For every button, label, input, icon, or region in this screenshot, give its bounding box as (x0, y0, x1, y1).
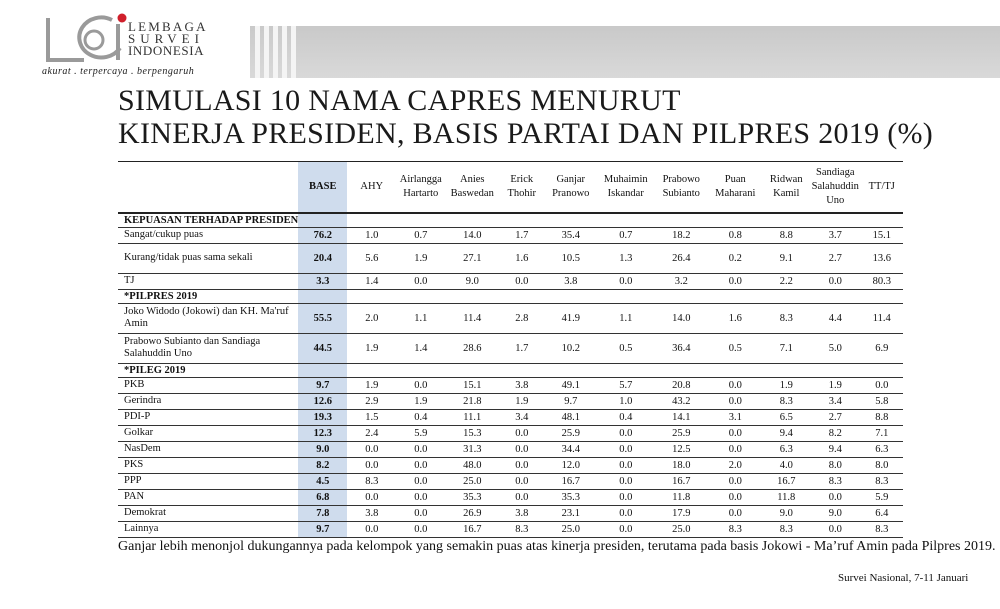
value-cell: 8.3 (779, 395, 793, 407)
value-cell: 34.4 (561, 443, 580, 455)
value-cell: 1.1 (414, 312, 428, 324)
value-cell: 11.8 (777, 491, 796, 503)
value-cell: 9.1 (779, 252, 793, 264)
value-cell: 0.5 (619, 342, 633, 354)
value-cell: 3.4 (828, 395, 842, 407)
table-row (118, 409, 903, 425)
value-cell: 0.0 (414, 443, 428, 455)
value-cell: 1.9 (414, 252, 428, 264)
value-cell: 0.0 (828, 523, 842, 535)
value-cell: 11.4 (872, 312, 891, 324)
header-cell: Sandiaga Salahuddin Uno (810, 162, 860, 214)
value-cell: 0.7 (619, 229, 633, 241)
value-cell: 3.1 (728, 411, 742, 423)
row-label: Prabowo Subianto dan Sandiaga Salahuddin Uno (124, 336, 261, 359)
value-cell: 2.9 (365, 395, 379, 407)
table-row (118, 505, 903, 521)
title-line-2: KINERJA PRESIDEN, BASIS PARTAI DAN PILPRES 2019 (%) (118, 117, 934, 150)
footnote: Ganjar lebih menonjol dukungannya pada kelompok yang semakin puas atas kinerja presiden, terutama pada basis Jokowi - Ma’ruf Amin pada Pilpres 2019. (118, 539, 996, 554)
row-label: PPP (124, 475, 142, 486)
value-cell: 1.0 (365, 229, 379, 241)
value-cell: 16.7 (777, 475, 796, 487)
value-cell: 4.4 (828, 312, 842, 324)
value-cell: 8.8 (779, 229, 793, 241)
value-cell: 35.3 (561, 491, 580, 503)
value-cell: 0.0 (728, 275, 742, 287)
value-cell: 8.0 (828, 459, 842, 471)
value-cell: 1.9 (365, 342, 379, 354)
value-cell: 0.0 (619, 443, 633, 455)
header-cell: TT/TJ (860, 162, 903, 214)
header-cell: Prabowo Subianto (654, 162, 708, 214)
row-label: PKB (124, 379, 145, 390)
value-cell: 13.6 (872, 252, 891, 264)
value-cell: 9.4 (779, 427, 793, 439)
value-cell: 3.7 (828, 229, 842, 241)
base-cell: 3.3 (298, 273, 347, 289)
value-cell: 14.1 (672, 411, 691, 423)
value-cell: 8.3 (728, 523, 742, 535)
value-cell: 2.4 (365, 427, 379, 439)
header-banner (250, 26, 1000, 78)
value-cell: 2.0 (728, 459, 742, 471)
value-cell: 10.5 (561, 252, 580, 264)
value-cell: 0.0 (728, 427, 742, 439)
value-cell: 12.5 (672, 443, 691, 455)
section-header-row (118, 289, 903, 303)
value-cell: 1.9 (779, 379, 793, 391)
row-label: Demokrat (124, 507, 166, 518)
banner-stripes (255, 26, 305, 78)
row-label: Sangat/cukup puas (124, 229, 204, 240)
header-cell: Ridwan Kamil (762, 162, 810, 214)
value-cell: 1.0 (619, 395, 633, 407)
value-cell: 0.0 (619, 523, 633, 535)
value-cell: 16.7 (463, 523, 482, 535)
base-cell: 12.3 (298, 425, 347, 441)
row-label: PKS (124, 459, 144, 470)
value-cell: 41.9 (561, 312, 580, 324)
table-body (118, 213, 903, 537)
value-cell: 6.3 (779, 443, 793, 455)
value-cell: 35.4 (561, 229, 580, 241)
value-cell: 0.0 (515, 427, 529, 439)
source-note: Survei Nasional, 7-11 Januari (838, 572, 969, 584)
value-cell: 23.1 (561, 507, 580, 519)
value-cell: 0.7 (414, 229, 428, 241)
value-cell: 0.0 (515, 491, 529, 503)
table-row (118, 227, 903, 243)
value-cell: 0.0 (728, 395, 742, 407)
row-label: Kurang/tidak puas sama sekali (124, 252, 253, 263)
base-cell: 6.8 (298, 489, 347, 505)
value-cell: 18.0 (672, 459, 691, 471)
value-cell: 3.8 (564, 275, 578, 287)
value-cell: 2.0 (365, 312, 379, 324)
header-cell: Ganjar Pranowo (544, 162, 597, 214)
base-cell: 4.5 (298, 473, 347, 489)
value-cell: 0.0 (619, 491, 633, 503)
value-cell: 5.9 (414, 427, 428, 439)
row-label: Joko Widodo (Jokowi) dan KH. Ma'ruf Amin (124, 306, 289, 329)
value-cell: 20.8 (672, 379, 691, 391)
value-cell: 0.0 (365, 443, 379, 455)
logo-line-1: LEMBAGA (128, 19, 208, 34)
value-cell: 0.0 (515, 275, 529, 287)
table-row (118, 489, 903, 505)
logo-line-3: INDONESIA (128, 43, 205, 58)
header-cell: Erick Thohir (499, 162, 544, 214)
value-cell: 1.4 (414, 342, 428, 354)
value-cell: 3.2 (674, 275, 688, 287)
value-cell: 8.3 (365, 475, 379, 487)
value-cell: 31.3 (463, 443, 482, 455)
value-cell: 6.9 (875, 342, 889, 354)
value-cell: 0.0 (828, 491, 842, 503)
row-label: Gerindra (124, 395, 162, 406)
value-cell: 16.7 (561, 475, 580, 487)
value-cell: 5.6 (365, 252, 379, 264)
value-cell: 2.8 (515, 312, 529, 324)
value-cell: 17.9 (672, 507, 691, 519)
table-row (118, 303, 903, 333)
value-cell: 0.0 (365, 523, 379, 535)
value-cell: 14.0 (463, 229, 482, 241)
value-cell: 8.3 (875, 475, 889, 487)
value-cell: 0.0 (875, 379, 889, 391)
value-cell: 1.9 (414, 395, 428, 407)
value-cell: 10.2 (561, 342, 580, 354)
value-cell: 15.1 (463, 379, 482, 391)
section-title: *PILPRES 2019 (124, 290, 198, 302)
value-cell: 0.0 (728, 443, 742, 455)
value-cell: 0.0 (515, 443, 529, 455)
section-base-cell (298, 213, 347, 227)
value-cell: 0.0 (365, 491, 379, 503)
section-spacer (347, 213, 903, 227)
header-cell: AHY (347, 162, 396, 214)
value-cell: 0.0 (414, 475, 428, 487)
row-label: Golkar (124, 427, 154, 438)
header-cell (118, 162, 298, 214)
base-cell: 44.5 (298, 333, 347, 363)
value-cell: 9.0 (779, 507, 793, 519)
table-row (118, 377, 903, 393)
base-cell: 12.6 (298, 393, 347, 409)
value-cell: 12.0 (561, 459, 580, 471)
value-cell: 25.0 (463, 475, 482, 487)
value-cell: 11.4 (463, 312, 482, 324)
value-cell: 43.2 (672, 395, 691, 407)
base-cell: 55.5 (298, 303, 347, 333)
value-cell: 25.0 (672, 523, 691, 535)
value-cell: 8.8 (875, 411, 889, 423)
value-cell: 5.8 (875, 395, 889, 407)
value-cell: 0.0 (414, 459, 428, 471)
value-cell: 7.1 (875, 427, 889, 439)
table-row (118, 243, 903, 273)
value-cell: 49.1 (561, 379, 580, 391)
value-cell: 8.3 (779, 312, 793, 324)
row-label: PAN (124, 491, 145, 502)
value-cell: 36.4 (672, 342, 691, 354)
table-row (118, 441, 903, 457)
table-header-row (118, 162, 903, 214)
value-cell: 80.3 (872, 275, 891, 287)
value-cell: 26.4 (672, 252, 691, 264)
value-cell: 0.8 (728, 229, 742, 241)
value-cell: 1.3 (619, 252, 633, 264)
value-cell: 1.1 (619, 312, 633, 324)
value-cell: 2.2 (779, 275, 793, 287)
value-cell: 9.4 (828, 443, 842, 455)
header-cell-base: BASE (298, 162, 347, 214)
value-cell: 1.9 (828, 379, 842, 391)
value-cell: 0.0 (414, 523, 428, 535)
value-cell: 3.8 (515, 507, 529, 519)
value-cell: 0.0 (414, 507, 428, 519)
header-cell: Airlangga Hartarto (396, 162, 445, 214)
value-cell: 21.8 (463, 395, 482, 407)
table-row (118, 273, 903, 289)
row-label: Lainnya (124, 523, 159, 534)
value-cell: 0.0 (365, 459, 379, 471)
value-cell: 28.6 (463, 342, 482, 354)
value-cell: 0.4 (619, 411, 633, 423)
value-cell: 2.7 (828, 252, 842, 264)
title-line-1: SIMULASI 10 NAMA CAPRES MENURUT (118, 84, 681, 117)
section-header-row (118, 213, 903, 227)
value-cell: 0.0 (728, 491, 742, 503)
base-cell: 9.0 (298, 441, 347, 457)
base-cell: 20.4 (298, 243, 347, 273)
base-cell: 19.3 (298, 409, 347, 425)
value-cell: 1.5 (365, 411, 379, 423)
value-cell: 48.1 (561, 411, 580, 423)
value-cell: 35.3 (463, 491, 482, 503)
table-row (118, 521, 903, 537)
value-cell: 1.7 (515, 229, 529, 241)
base-cell: 8.2 (298, 457, 347, 473)
value-cell: 1.7 (515, 342, 529, 354)
page-title (118, 84, 933, 150)
value-cell: 8.3 (875, 523, 889, 535)
value-cell: 0.0 (619, 475, 633, 487)
value-cell: 0.0 (619, 275, 633, 287)
base-cell: 76.2 (298, 227, 347, 243)
logo-tagline: akurat . terpercaya . berpengaruh (42, 66, 195, 77)
value-cell: 0.2 (728, 252, 742, 264)
results-table (118, 161, 903, 538)
value-cell: 48.0 (463, 459, 482, 471)
value-cell: 3.8 (365, 507, 379, 519)
section-base-cell (298, 289, 347, 303)
value-cell: 8.3 (828, 475, 842, 487)
value-cell: 25.9 (672, 427, 691, 439)
value-cell: 1.4 (365, 275, 379, 287)
table-row (118, 457, 903, 473)
value-cell: 6.3 (875, 443, 889, 455)
value-cell: 6.4 (875, 507, 889, 519)
header-cell: Puan Maharani (708, 162, 762, 214)
value-cell: 4.0 (779, 459, 793, 471)
value-cell: 0.0 (619, 459, 633, 471)
value-cell: 0.0 (414, 275, 428, 287)
value-cell: 9.0 (828, 507, 842, 519)
value-cell: 0.5 (728, 342, 742, 354)
value-cell: 0.0 (414, 379, 428, 391)
value-cell: 15.1 (872, 229, 891, 241)
value-cell: 0.0 (515, 459, 529, 471)
table-row (118, 333, 903, 363)
value-cell: 18.2 (672, 229, 691, 241)
logo-text (128, 21, 208, 57)
value-cell: 27.1 (463, 252, 482, 264)
value-cell: 1.6 (515, 252, 529, 264)
value-cell: 5.7 (619, 379, 633, 391)
row-label: TJ (124, 275, 135, 286)
base-cell: 7.8 (298, 505, 347, 521)
table-row (118, 473, 903, 489)
value-cell: 1.9 (365, 379, 379, 391)
row-label: NasDem (124, 443, 161, 454)
section-header-row (118, 363, 903, 377)
value-cell: 5.0 (828, 342, 842, 354)
value-cell: 6.5 (779, 411, 793, 423)
value-cell: 0.0 (619, 427, 633, 439)
value-cell: 3.8 (515, 379, 529, 391)
value-cell: 3.4 (515, 411, 529, 423)
value-cell: 7.1 (779, 342, 793, 354)
value-cell: 0.0 (619, 507, 633, 519)
value-cell: 0.0 (515, 475, 529, 487)
value-cell: 11.1 (463, 411, 482, 423)
value-cell: 0.0 (414, 491, 428, 503)
table-row (118, 425, 903, 441)
value-cell: 25.0 (561, 523, 580, 535)
value-cell: 11.8 (672, 491, 691, 503)
base-cell: 9.7 (298, 377, 347, 393)
value-cell: 16.7 (672, 475, 691, 487)
section-spacer (347, 289, 903, 303)
value-cell: 0.0 (728, 507, 742, 519)
section-base-cell (298, 363, 347, 377)
section-title: KEPUASAN TERHADAP PRESIDEN (124, 214, 299, 226)
row-label: PDI-P (124, 411, 151, 422)
value-cell: 5.9 (875, 491, 889, 503)
value-cell: 1.6 (728, 312, 742, 324)
value-cell: 0.0 (728, 475, 742, 487)
header-cell: Muhaimin Iskandar (597, 162, 654, 214)
base-cell: 9.7 (298, 521, 347, 537)
value-cell: 9.0 (465, 275, 479, 287)
value-cell: 8.3 (515, 523, 529, 535)
value-cell: 15.3 (463, 427, 482, 439)
value-cell: 25.9 (561, 427, 580, 439)
logo-line-2: SURVEI (128, 31, 204, 46)
value-cell: 1.9 (515, 395, 529, 407)
value-cell: 8.2 (828, 427, 842, 439)
value-cell: 0.4 (414, 411, 428, 423)
header-cell: Anies Baswedan (445, 162, 499, 214)
value-cell: 26.9 (463, 507, 482, 519)
value-cell: 14.0 (672, 312, 691, 324)
value-cell: 0.0 (828, 275, 842, 287)
value-cell: 8.0 (875, 459, 889, 471)
value-cell: 0.0 (728, 379, 742, 391)
value-cell: 8.3 (779, 523, 793, 535)
value-cell: 2.7 (828, 411, 842, 423)
section-spacer (347, 363, 903, 377)
table-row (118, 393, 903, 409)
section-title: *PILEG 2019 (124, 364, 186, 376)
value-cell: 9.7 (564, 395, 578, 407)
